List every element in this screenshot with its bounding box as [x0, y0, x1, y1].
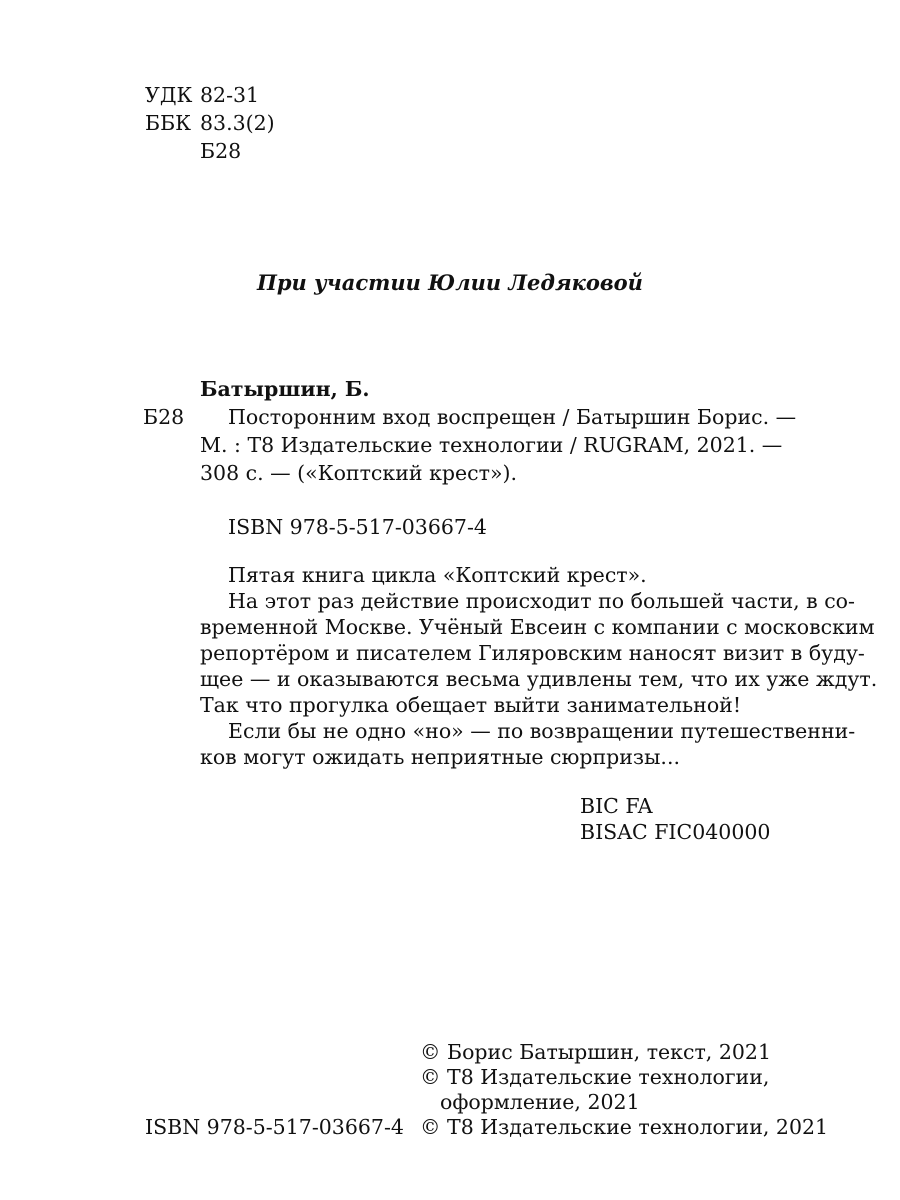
description-line: Посторонним вход воспрещен / Батыршин Борис. —: [228, 405, 797, 429]
udk-value: 82-31: [200, 83, 260, 107]
author-heading: Батыршин, Б.: [200, 377, 370, 401]
copyright-line: © Т8 Издательские технологии,: [420, 1065, 770, 1089]
annotation-line: Так что прогулка обещает выйти занимательной!: [200, 693, 742, 717]
footer-isbn: ISBN 978-5-517-03667-4: [145, 1115, 404, 1139]
copyright-line: © Борис Батыршин, текст, 2021: [420, 1040, 772, 1064]
bic-code: BIC FA: [580, 794, 653, 818]
participation-credit: При участии Юлии Ледяковой: [257, 270, 643, 295]
copyright-line: оформление, 2021: [440, 1090, 640, 1114]
annotation-line: репортёром и писателем Гиляровским наносят визит в буду-: [200, 641, 865, 665]
description-line: 308 с. — («Коптский крест»).: [200, 461, 518, 485]
description-line: М. : Т8 Издательские технологии / RUGRAM, 2021. —: [200, 433, 783, 457]
annotation-line: Если бы не одно «но» — по возвращении путешественни-: [228, 719, 856, 743]
annotation-line: щее — и оказываются весьма удивлены тем, что их уже ждут.: [200, 667, 878, 691]
annotation-line: временной Москве. Учёный Евсеин с компании с московским: [200, 615, 875, 639]
bbk-label: ББК: [145, 111, 191, 135]
annotation-line: На этот раз действие происходит по большей части, в со-: [228, 589, 855, 613]
annotation-line: ков могут ожидать неприятные сюрпризы...: [200, 745, 680, 769]
bbk-value: 83.3(2): [200, 111, 275, 135]
record-isbn: ISBN 978-5-517-03667-4: [228, 515, 487, 539]
bisac-code: BISAC FIC040000: [580, 820, 771, 844]
author-mark: Б28: [200, 139, 242, 163]
annotation-line: Пятая книга цикла «Коптский крест».: [228, 563, 647, 587]
udk-label: УДК: [145, 83, 193, 107]
record-author-mark: Б28: [143, 405, 185, 429]
copyright-line: © Т8 Издательские технологии, 2021: [420, 1115, 829, 1139]
